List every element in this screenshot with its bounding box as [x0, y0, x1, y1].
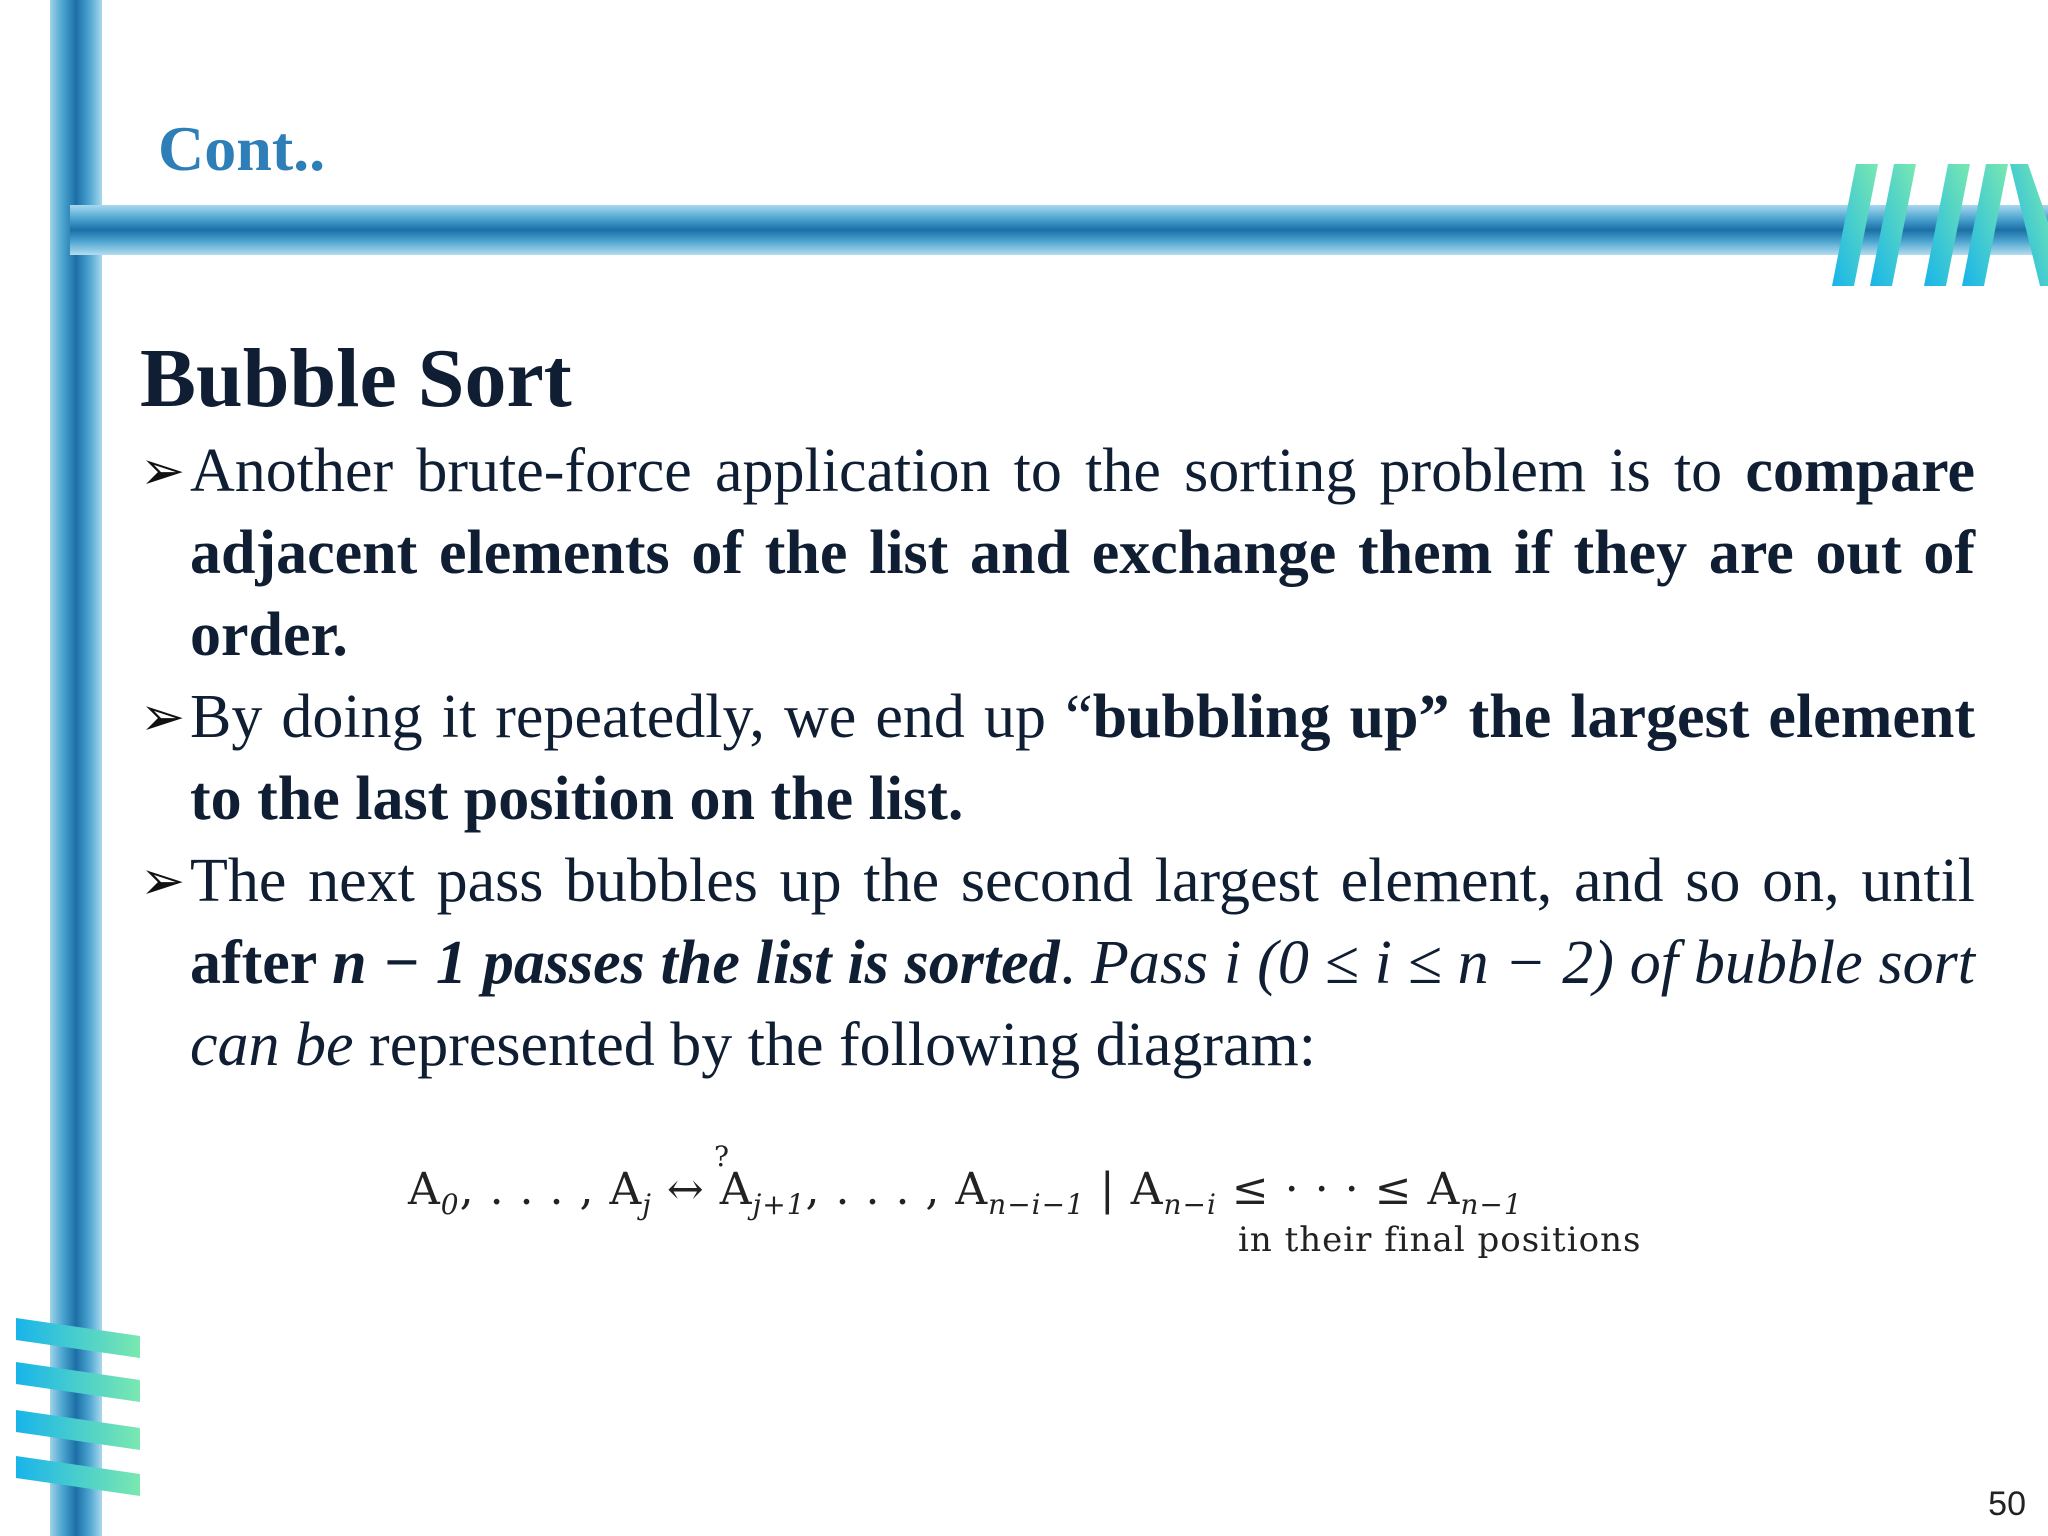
bullet-3-tail-text: represented by the following diagram:: [353, 1011, 1316, 1079]
horizontal-decor-bar: [70, 205, 2048, 255]
formula-swap: ↔ A: [651, 1164, 753, 1215]
formula-sequence: [408, 1164, 1523, 1221]
arrowhead-bullet-icon: ➢: [140, 439, 186, 502]
formula-ani-sub: n−i: [1163, 1187, 1217, 1221]
bullet-2-bold-text: bubbling up” the largest element to the last position on the list.: [190, 683, 1975, 833]
formula-a0-sub: 0: [440, 1187, 460, 1221]
formula-an1-sub: n−1: [1460, 1187, 1523, 1221]
bullet-3-period: .: [1059, 929, 1092, 997]
top-right-stripes-decor: [1830, 162, 2048, 286]
bullet-3-bold-text: after: [190, 929, 333, 997]
formula-seq1: , . . . , A: [459, 1164, 643, 1215]
bullet-3-bold-italic-text: n − 1 passes the list is sorted: [332, 929, 1060, 997]
formula-a0: A: [408, 1164, 441, 1215]
formula-seq2: , . . . , A: [805, 1164, 989, 1215]
bullet-3-italic-text: Pass i (0 ≤ i ≤ n − 2) of bubble sort can be: [190, 929, 1976, 1079]
bullet-item-2: [140, 676, 1975, 840]
formula-ani1-sub: n−i−1: [988, 1187, 1085, 1221]
formula-question-mark: ?: [714, 1140, 730, 1173]
arrowhead-bullet-icon: ➢: [140, 849, 186, 912]
arrowhead-bullet-icon: ➢: [140, 685, 186, 748]
slide-title: Cont..: [158, 113, 326, 184]
bullet-1-bold-text: compare adjacent elements of the list and exchange them if they are out of order.: [190, 437, 1975, 669]
bullet-item-3: [140, 840, 1975, 1086]
formula-caption: in their final positions: [1238, 1220, 1642, 1260]
formula-separator: | A: [1084, 1164, 1164, 1215]
page-number: 50: [1988, 1485, 2026, 1523]
bullet-3-text: The next pass bubbles up the second largest element, and so on, until: [190, 847, 1975, 915]
bottom-left-stripes-decor: [16, 1318, 140, 1516]
formula-aj1-sub: j+1: [752, 1187, 806, 1221]
slide-heading: Bubble Sort: [140, 332, 572, 425]
bullet-2-text: By doing it repeatedly, we end up “: [190, 683, 1093, 751]
formula-leq: ≤ · · · ≤ A: [1216, 1164, 1461, 1215]
formula-aj-sub: j: [642, 1187, 652, 1221]
slide-content: [140, 430, 1975, 1086]
bullet-1-text: Another brute-force application to the sorting problem is to: [190, 437, 1746, 505]
bullet-item-1: [140, 430, 1975, 676]
bubble-sort-pass-formula: [408, 1140, 1668, 1270]
